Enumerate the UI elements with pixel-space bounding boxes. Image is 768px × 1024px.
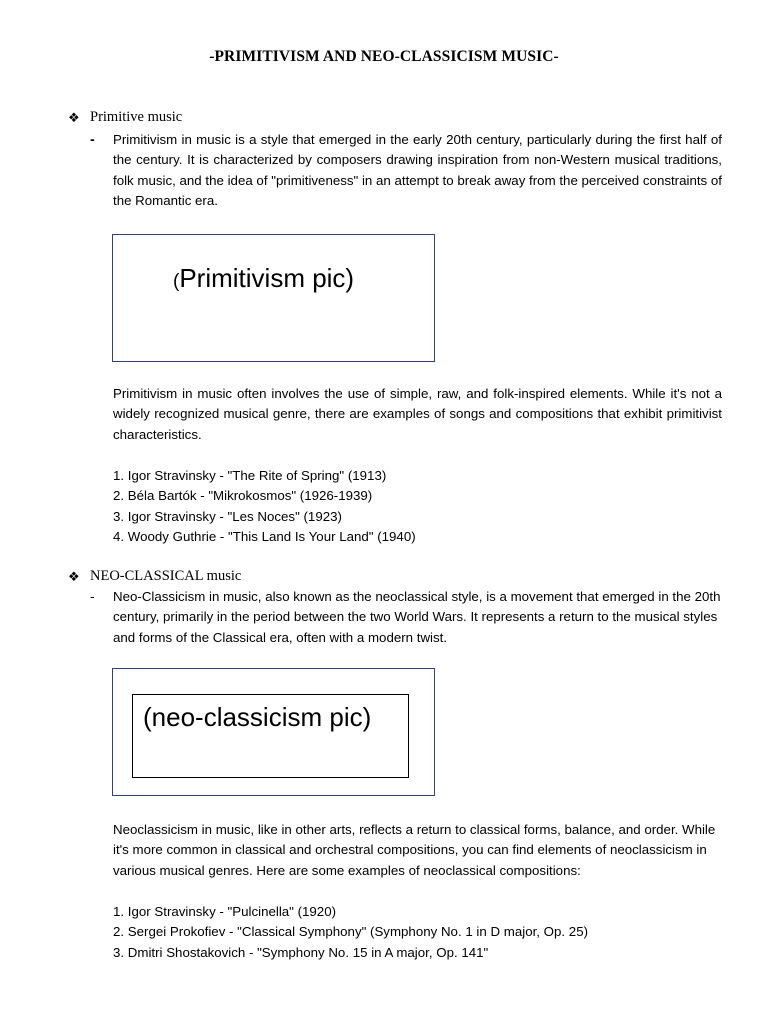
- list-item: 2. Sergei Prokofiev - "Classical Symphony" (Symphony No. 1 in D major, Op. 25): [113, 924, 589, 940]
- document-title: -PRIMITIVISM AND NEO-CLASSICISM MUSIC-: [209, 48, 559, 65]
- list-item: 4. Woody Guthrie - "This Land Is Your Land" (1940): [113, 528, 416, 544]
- list-item: 2. Béla Bartók - "Mikrokosmos" (1926-1939): [113, 488, 373, 504]
- primitivism-body-paragraph: Primitivism in music often involves the use of simple, raw, and folk-inspired elements. While it's not a widely recognized musical genre, there are examples of songs and compositions that exhibit primitivist characteristics.: [113, 386, 722, 442]
- neoclassicism-image-placeholder: [112, 668, 435, 796]
- neoclassicism-body-paragraph: Neoclassicism in music, like in other arts, reflects a return to classical forms, balance, and order. While it's more common in classical and orchestral compositions, you can find elements of neoclassicism in various musical genres. Here are some examples of neoclassical compositions:: [113, 822, 716, 878]
- list-item: 1. Igor Stravinsky - "Pulcinella" (1920): [113, 904, 337, 919]
- placeholder-open-paren: (: [173, 271, 180, 292]
- list-item: 1. Igor Stravinsky - "The Rite of Spring" (1913): [113, 468, 387, 483]
- dash-bullet: -: [90, 588, 95, 604]
- section-heading-label: NEO-CLASSICAL music: [90, 568, 242, 584]
- diamond-bullet-icon: ❖: [68, 568, 80, 584]
- list-item: 3. Dmitri Shostakovich - "Symphony No. 15 in A major, Op. 141": [113, 944, 489, 960]
- neoclassicism-examples-list: [113, 902, 588, 963]
- image-placeholder-inner-frame: [132, 694, 409, 778]
- image-placeholder-label: [173, 263, 354, 294]
- neoclassicism-intro-paragraph: Neo-Classicism in music, also known as the neoclassical style, is a movement that emerged in the 20th century, primarily in the period between the two World Wars. It represents a return to the musical styles and forms of the Classical era, often with a modern twist.: [113, 589, 721, 645]
- section-heading-neoclassical: [68, 568, 241, 585]
- diamond-bullet-icon: ❖: [68, 109, 80, 125]
- list-item: 3. Igor Stravinsky - "Les Noces" (1923): [113, 508, 342, 524]
- section-heading-label: Primitive music: [90, 109, 183, 125]
- section-heading-primitive: [68, 109, 182, 126]
- primitivism-examples-list: [113, 466, 416, 547]
- placeholder-label-text: Primitivism pic): [179, 263, 355, 293]
- image-placeholder-label: (neo-classicism pic): [143, 702, 372, 732]
- dash-bullet: -: [90, 131, 95, 147]
- primitivism-intro-paragraph: Primitivism in music is a style that emerged in the early 20th century, particularly during the first half of the century. It is characterized by composers drawing inspiration from non-Western musical traditions, folk music, and the idea of "primitiveness" in an attempt to break away from the perceived constraints of the Romantic era.: [113, 132, 722, 208]
- primitivism-image-placeholder: [112, 234, 435, 362]
